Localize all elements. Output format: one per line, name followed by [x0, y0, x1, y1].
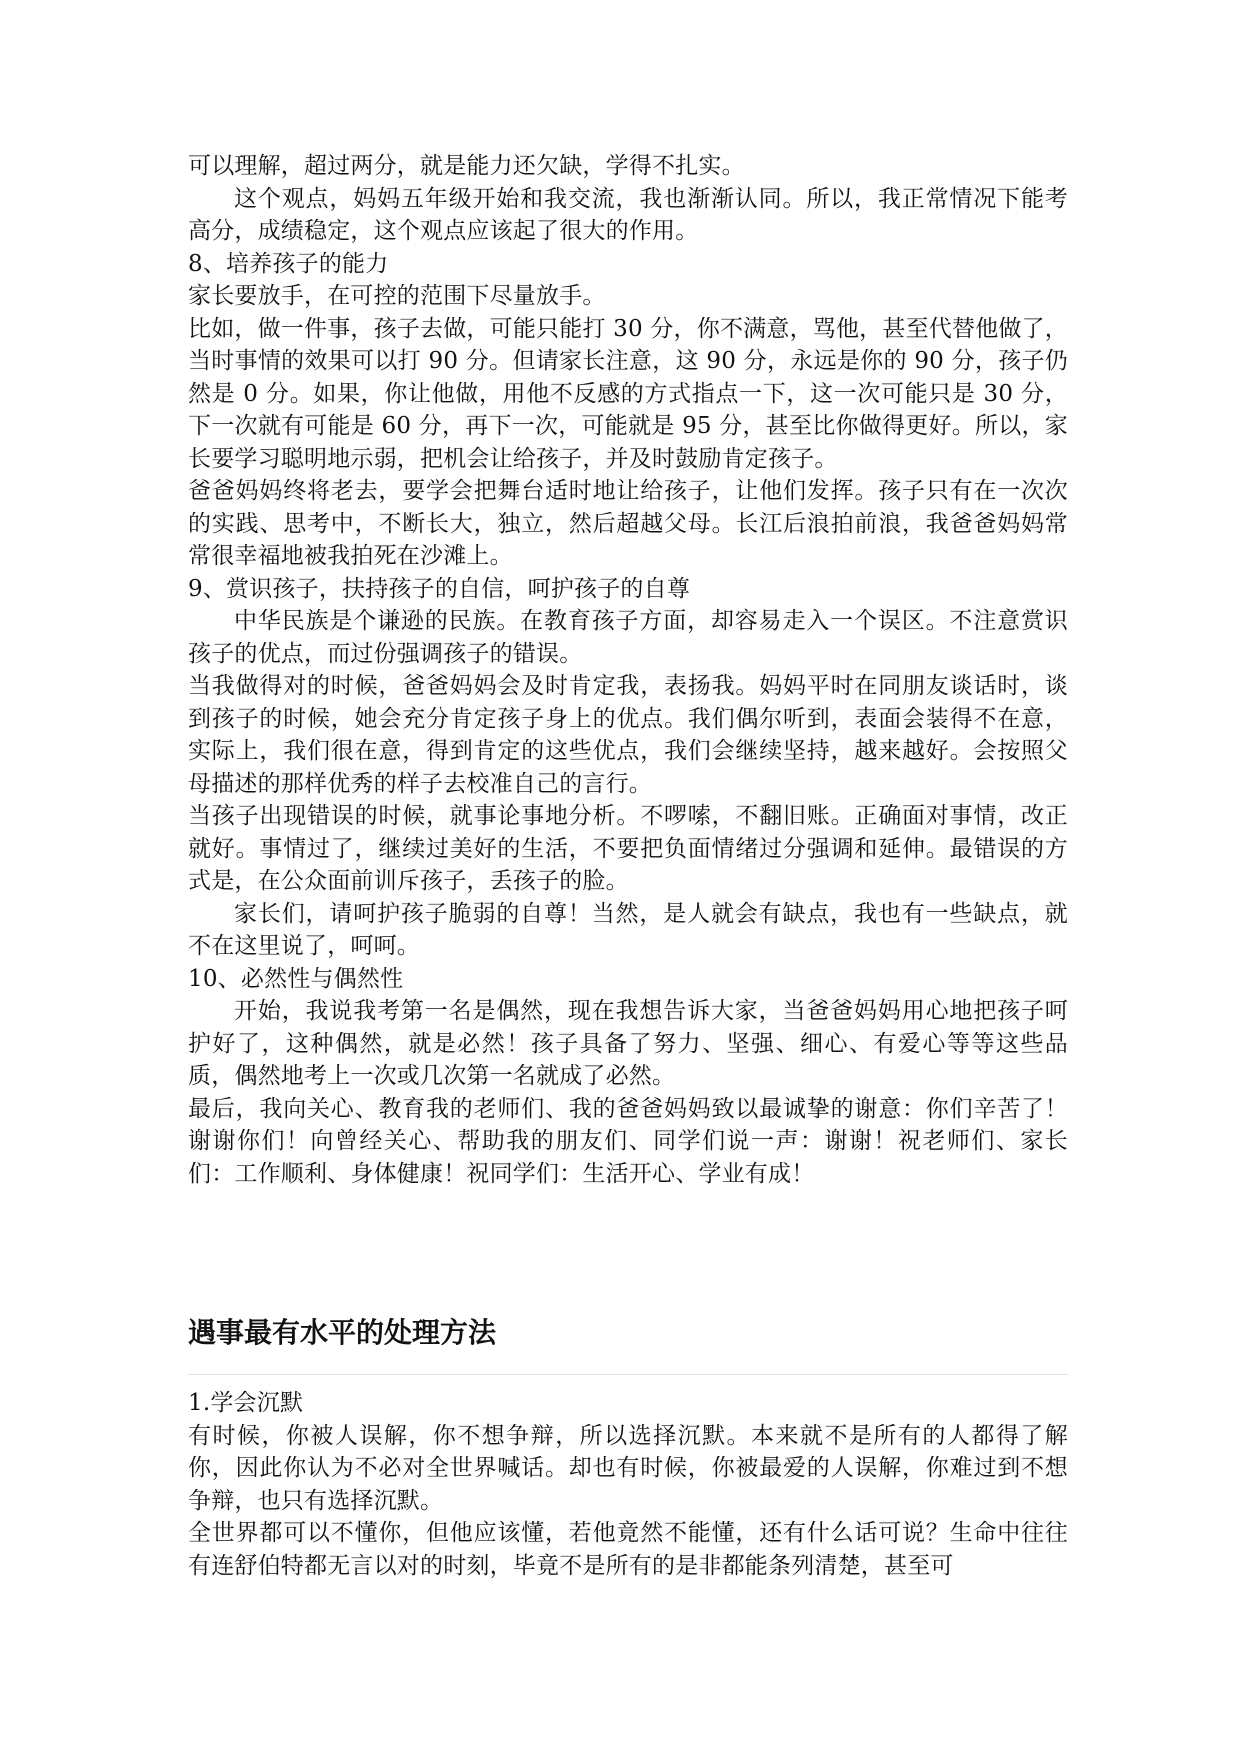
paragraph: 开始，我说我考第一名是偶然，现在我想告诉大家，当爸爸妈妈用心地把孩子呵护好了，这种偶然，就是必然！孩子具备了努力、坚强、细心、有爱心等等这些品质，偶然地考上一次或几次第一名就成了必然。: [188, 998, 1068, 1089]
paragraph: 可以理解，超过两分，就是能力还欠缺，学得不扎实。: [188, 153, 745, 179]
paragraph: 当我做得对的时候，爸爸妈妈会及时肯定我，表扬我。妈妈平时在同朋友谈话时，谈到孩子的时候，她会充分肯定孩子身上的优点。我们偶尔听到，表面会装得不在意，实际上，我们很在意，得到肯定的这些优点，我们会继续坚持，越来越好。会按照父母描述的那样优秀的样子去校准自己的言行。: [188, 673, 1068, 797]
document-body-part2: [188, 1387, 1068, 1582]
paragraph: 家长们，请呵护孩子脆弱的自尊！当然，是人就会有缺点，我也有一些缺点，就不在这里说了，呵呵。: [188, 900, 1068, 959]
document-body-part1: [188, 150, 1068, 1190]
paragraph: 中华民族是个谦逊的民族。在教育孩子方面，却容易走入一个误区。不注意赏识孩子的优点，而过份强调孩子的错误。: [188, 608, 1068, 667]
title-divider: [188, 1374, 1068, 1375]
paragraph: 家长要放手，在可控的范围下尽量放手。: [188, 283, 606, 309]
section-heading-1: 1.学会沉默: [188, 1390, 304, 1416]
paragraph: 当孩子出现错误的时候，就事论事地分析。不啰嗦，不翻旧账。正确面对事情，改正就好。事情过了，继续过美好的生活，不要把负面情绪过分强调和延伸。最错误的方式是，在公众面前训斥孩子，丢孩子的脸。: [188, 803, 1068, 894]
paragraph: 有时候，你被人误解，你不想争辩，所以选择沉默。本来就不是所有的人都得了解你，因此你认为不必对全世界喊话。却也有时候，你被最爱的人误解，你难过到不想争辩，也只有选择沉默。: [188, 1422, 1068, 1514]
paragraph: 爸爸妈妈终将老去，要学会把舞台适时地让给孩子，让他们发挥。孩子只有在一次次的实践、思考中，不断长大，独立，然后超越父母。长江后浪拍前浪，我爸爸妈妈常常很幸福地被我拍死在沙滩上。: [188, 478, 1068, 569]
paragraph: 全世界都可以不懂你，但他应该懂，若他竟然不能懂，还有什么话可说？生命中往往有连舒伯特都无言以对的时刻，毕竟不是所有的是非都能条列清楚，甚至可: [188, 1520, 1068, 1579]
section-heading-9: 9、赏识孩子，扶持孩子的自信，呵护孩子的自尊: [188, 575, 691, 602]
paragraph: 比如，做一件事，孩子去做，可能只能打 30 分，你不满意，骂他，甚至代替他做了，当时事情的效果可以打 90 分。但请家长注意，这 90 分，永远是你的 90 分，孩子仍然是 0 分。如果，你让他做，用他不反感的方式指点一下，这一次可能只是 30 分，下一次就有可能是 60 分，再下一次，可能就是 95 分，甚至比你做得更好。所以，家长要学习聪明地示弱，把机会让给孩子，并及时鼓励肯定孩子。: [188, 315, 1068, 472]
article-title: 遇事最有水平的处理方法: [188, 1316, 497, 1349]
section-heading-10: 10、必然性与偶然性: [188, 965, 404, 992]
paragraph: 这个观点，妈妈五年级开始和我交流，我也渐渐认同。所以，我正常情况下能考高分，成绩稳定，这个观点应该起了很大的作用。: [188, 185, 1068, 244]
article-title-block: [188, 1315, 1068, 1351]
paragraph: 最后，我向关心、教育我的老师们、我的爸爸妈妈致以最诚挚的谢意：你们辛苦了！谢谢你们！向曾经关心、帮助我的朋友们、同学们说一声：谢谢！祝老师们、家长们：工作顺利、身体健康！祝同学们：生活开心、学业有成！: [188, 1095, 1068, 1187]
section-heading-8: 8、培养孩子的能力: [188, 250, 389, 277]
